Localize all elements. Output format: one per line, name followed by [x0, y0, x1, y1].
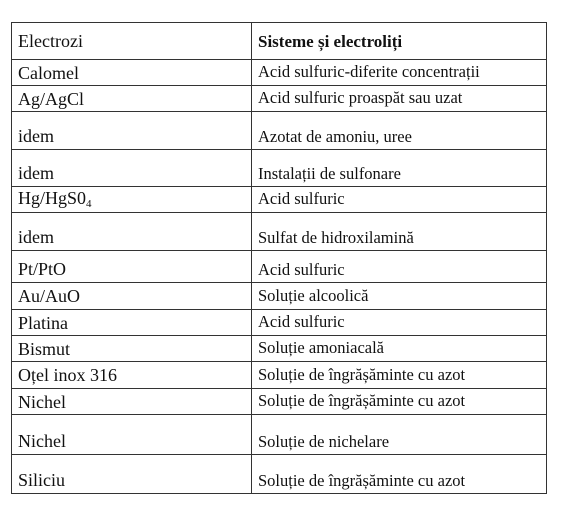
- table-row: [12, 455, 547, 494]
- electrode-cell: Pt/PtO: [12, 251, 252, 283]
- electrode-cell: Calomel: [12, 60, 252, 86]
- table-row: [12, 60, 547, 86]
- table-row: [12, 213, 547, 251]
- system-cell: Instalații de sulfonare: [252, 150, 547, 187]
- system-cell: Soluție de îngrășăminte cu azot: [252, 362, 547, 389]
- table-row: [12, 86, 547, 112]
- system-cell: Soluție de nichelare: [252, 415, 547, 455]
- table-row: [12, 112, 547, 150]
- table-row: [12, 310, 547, 336]
- system-cell: Sulfat de hidroxilamină: [252, 213, 547, 251]
- electrode-cell: Bismut: [12, 336, 252, 362]
- electrode-cell: Nichel: [12, 415, 252, 455]
- table-row: [12, 415, 547, 455]
- electrode-cell: Nichel: [12, 389, 252, 415]
- electrode-cell: [12, 187, 252, 213]
- system-cell: Azotat de amoniu, uree: [252, 112, 547, 150]
- table-row: [12, 362, 547, 389]
- column-header-systems: Sisteme și electroliți: [252, 23, 547, 60]
- electrode-cell: idem: [12, 213, 252, 251]
- table-row: [12, 336, 547, 362]
- column-header-electrodes: Electrozi: [12, 23, 252, 60]
- system-cell: Soluție alcoolică: [252, 283, 547, 310]
- system-cell: Acid sulfuric proaspăt sau uzat: [252, 86, 547, 112]
- electrode-cell: idem: [12, 150, 252, 187]
- electrode-cell: Platina: [12, 310, 252, 336]
- table-row: [12, 283, 547, 310]
- table-row: [12, 251, 547, 283]
- electrode-cell: idem: [12, 112, 252, 150]
- system-cell: Soluție de îngrășăminte cu azot: [252, 455, 547, 494]
- table-header-row: [12, 23, 547, 60]
- electrode-formula: Hg/HgS0: [18, 188, 87, 208]
- electrodes-table-container: [11, 22, 546, 494]
- table-row: [12, 389, 547, 415]
- table-row: [12, 150, 547, 187]
- system-cell: Acid sulfuric-diferite concentrații: [252, 60, 547, 86]
- electrodes-table: [11, 22, 547, 494]
- system-cell: Soluție amoniacală: [252, 336, 547, 362]
- table-row: [12, 187, 547, 213]
- system-cell: Acid sulfuric: [252, 310, 547, 336]
- system-cell: Acid sulfuric: [252, 187, 547, 213]
- electrode-cell: Ag/AgCl: [12, 86, 252, 112]
- electrode-subscript: 4: [86, 198, 92, 210]
- electrode-cell: Siliciu: [12, 455, 252, 494]
- system-cell: Soluție de îngrășăminte cu azot: [252, 389, 547, 415]
- electrode-cell: Oțel inox 316: [12, 362, 252, 389]
- system-cell: Acid sulfuric: [252, 251, 547, 283]
- electrode-cell: Au/AuO: [12, 283, 252, 310]
